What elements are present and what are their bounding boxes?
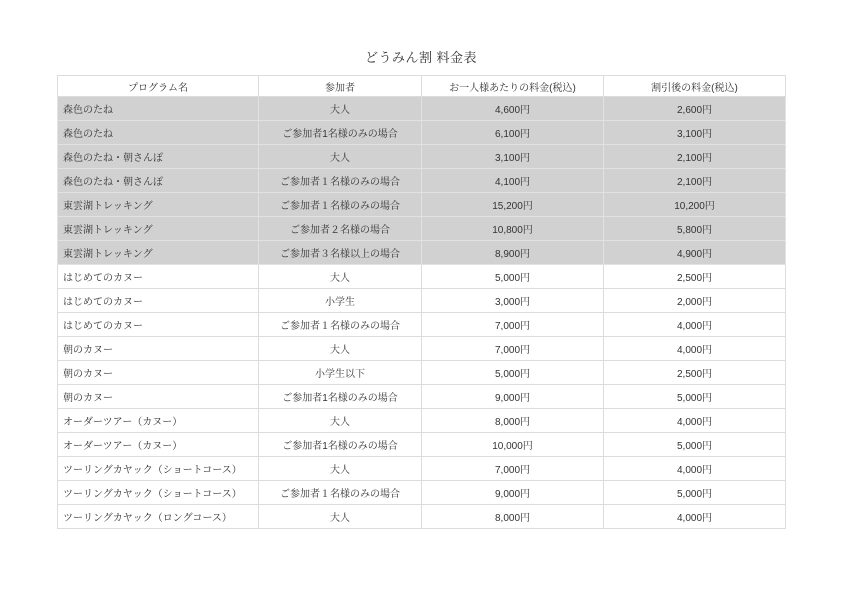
price-per-person-cell: 8,900円 <box>422 241 604 265</box>
table-row <box>58 409 786 433</box>
discounted-price-cell: 2,000円 <box>604 289 786 313</box>
table-row <box>58 241 786 265</box>
participant-cell: ご参加者1名様のみの場合 <box>259 433 422 457</box>
price-per-person-cell: 7,000円 <box>422 313 604 337</box>
header-discounted-price: 割引後の料金(税込) <box>604 76 786 97</box>
discounted-price-cell: 4,000円 <box>604 457 786 481</box>
discounted-price-cell: 5,000円 <box>604 385 786 409</box>
program-cell: ツーリングカヤック（ショートコース） <box>58 457 259 481</box>
table-row <box>58 97 786 121</box>
program-cell: ツーリングカヤック（ロングコース） <box>58 505 259 529</box>
header-price-per-person: お一人様あたりの料金(税込) <box>422 76 604 97</box>
page-title: どうみん割 料金表 <box>364 50 478 65</box>
price-per-person-cell: 4,100円 <box>422 169 604 193</box>
participant-cell: ご参加者1名様のみの場合 <box>259 385 422 409</box>
price-per-person-cell: 9,000円 <box>422 385 604 409</box>
header-program-name: プログラム名 <box>58 76 259 97</box>
participant-cell: ご参加者１名様のみの場合 <box>259 481 422 505</box>
discounted-price-cell: 5,000円 <box>604 433 786 457</box>
discounted-price-cell: 10,200円 <box>604 193 786 217</box>
program-cell: 朝のカヌー <box>58 385 259 409</box>
price-per-person-cell: 15,200円 <box>422 193 604 217</box>
table-row <box>58 313 786 337</box>
price-per-person-cell: 5,000円 <box>422 361 604 385</box>
program-cell: はじめてのカヌー <box>58 265 259 289</box>
table-row <box>58 433 786 457</box>
table-row <box>58 505 786 529</box>
participant-cell: ご参加者１名様のみの場合 <box>259 193 422 217</box>
table-row <box>58 337 786 361</box>
program-cell: オーダーツアー（カヌー） <box>58 409 259 433</box>
participant-cell: ご参加者３名様以上の場合 <box>259 241 422 265</box>
table-row <box>58 193 786 217</box>
price-per-person-cell: 6,100円 <box>422 121 604 145</box>
discounted-price-cell: 4,900円 <box>604 241 786 265</box>
discounted-price-cell: 3,100円 <box>604 121 786 145</box>
price-per-person-cell: 10,800円 <box>422 217 604 241</box>
table-row <box>58 169 786 193</box>
participant-cell: 大人 <box>259 505 422 529</box>
participant-cell: 小学生 <box>259 289 422 313</box>
price-per-person-cell: 3,000円 <box>422 289 604 313</box>
participant-cell: ご参加者1名様のみの場合 <box>259 121 422 145</box>
program-cell: 東雲湖トレッキング <box>58 217 259 241</box>
participant-cell: ご参加者２名様の場合 <box>259 217 422 241</box>
discounted-price-cell: 4,000円 <box>604 337 786 361</box>
table-row <box>58 385 786 409</box>
table-row <box>58 145 786 169</box>
table-row <box>58 361 786 385</box>
table-row <box>58 289 786 313</box>
table-row <box>58 457 786 481</box>
participant-cell: ご参加者１名様のみの場合 <box>259 169 422 193</box>
table-row <box>58 217 786 241</box>
program-cell: 東雲湖トレッキング <box>58 193 259 217</box>
table-row <box>58 265 786 289</box>
price-per-person-cell: 10,000円 <box>422 433 604 457</box>
program-cell: 東雲湖トレッキング <box>58 241 259 265</box>
program-cell: はじめてのカヌー <box>58 289 259 313</box>
discounted-price-cell: 4,000円 <box>604 313 786 337</box>
participant-cell: 大人 <box>259 265 422 289</box>
header-participant: 参加者 <box>259 76 422 97</box>
program-cell: 森色のたね・朝さんぽ <box>58 169 259 193</box>
discounted-price-cell: 2,600円 <box>604 97 786 121</box>
participant-cell: 小学生以下 <box>259 361 422 385</box>
discounted-price-cell: 2,500円 <box>604 265 786 289</box>
price-table <box>57 75 786 529</box>
price-per-person-cell: 7,000円 <box>422 457 604 481</box>
discounted-price-cell: 5,800円 <box>604 217 786 241</box>
program-cell: 森色のたね <box>58 121 259 145</box>
discounted-price-cell: 2,100円 <box>604 145 786 169</box>
participant-cell: 大人 <box>259 337 422 361</box>
program-cell: オーダーツアー（カヌー） <box>58 433 259 457</box>
discounted-price-cell: 2,500円 <box>604 361 786 385</box>
header-row <box>58 76 786 97</box>
price-per-person-cell: 9,000円 <box>422 481 604 505</box>
price-per-person-cell: 5,000円 <box>422 265 604 289</box>
price-per-person-cell: 7,000円 <box>422 337 604 361</box>
discounted-price-cell: 5,000円 <box>604 481 786 505</box>
table-row <box>58 121 786 145</box>
discounted-price-cell: 4,000円 <box>604 409 786 433</box>
price-per-person-cell: 3,100円 <box>422 145 604 169</box>
participant-cell: 大人 <box>259 457 422 481</box>
participant-cell: 大人 <box>259 97 422 121</box>
table-row <box>58 481 786 505</box>
price-per-person-cell: 8,000円 <box>422 409 604 433</box>
discounted-price-cell: 2,100円 <box>604 169 786 193</box>
program-cell: 森色のたね・朝さんぽ <box>58 145 259 169</box>
price-per-person-cell: 8,000円 <box>422 505 604 529</box>
participant-cell: ご参加者１名様のみの場合 <box>259 313 422 337</box>
program-cell: はじめてのカヌー <box>58 313 259 337</box>
program-cell: 朝のカヌー <box>58 337 259 361</box>
program-cell: 森色のたね <box>58 97 259 121</box>
participant-cell: 大人 <box>259 145 422 169</box>
discounted-price-cell: 4,000円 <box>604 505 786 529</box>
participant-cell: 大人 <box>259 409 422 433</box>
table-body <box>58 97 786 529</box>
program-cell: 朝のカヌー <box>58 361 259 385</box>
price-per-person-cell: 4,600円 <box>422 97 604 121</box>
program-cell: ツーリングカヤック（ショートコース） <box>58 481 259 505</box>
